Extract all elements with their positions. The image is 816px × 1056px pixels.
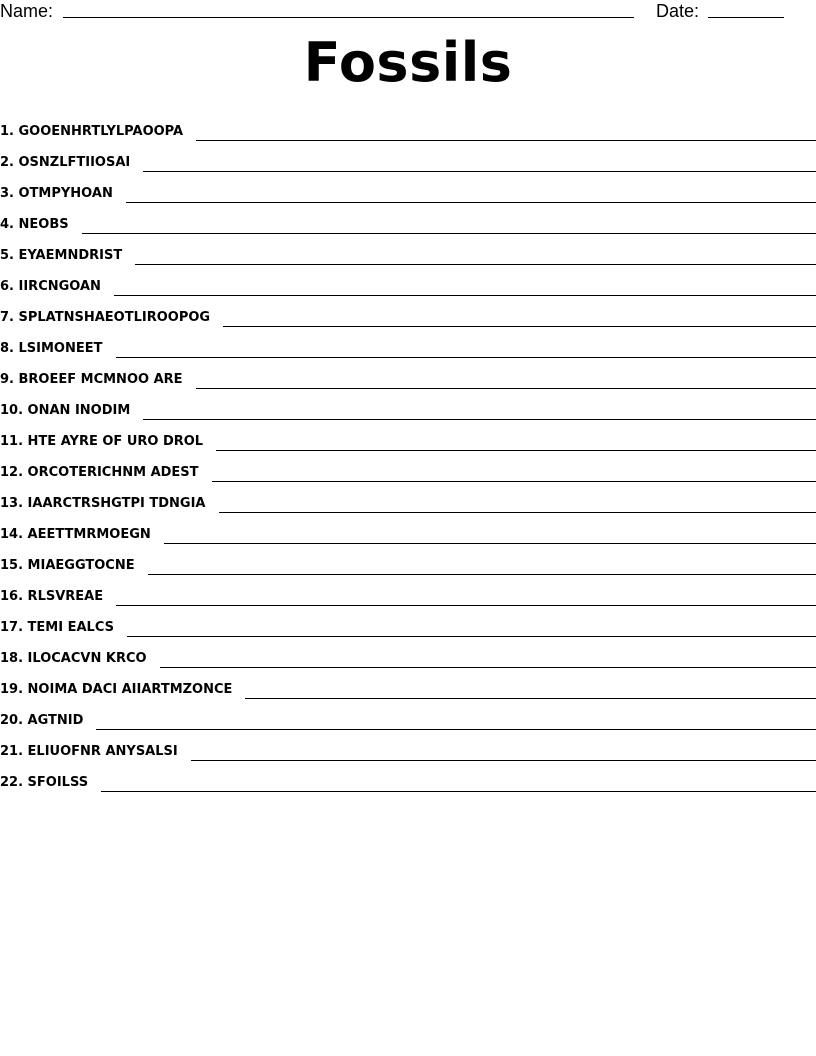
list-item — [0, 328, 816, 359]
scrambled-word: 22. SFOILSS — [0, 775, 89, 790]
list-item — [0, 638, 816, 669]
name-answer-line — [63, 17, 634, 18]
answer-line — [114, 295, 816, 296]
scrambled-word: 16. RLSVREAE — [0, 589, 104, 604]
scrambled-word: 4. NEOBS — [0, 217, 69, 232]
scrambled-word: 8. LSIMONEET — [0, 341, 103, 356]
scrambled-word: 21. ELIUOFNR ANYSALSI — [0, 744, 178, 759]
header-row — [0, 0, 816, 22]
list-item — [0, 762, 816, 793]
list-item — [0, 390, 816, 421]
scrambled-word: 20. AGTNID — [0, 713, 84, 728]
list-item — [0, 669, 816, 700]
scrambled-word: 13. IAARCTRSHGTPI TDNGIA — [0, 496, 206, 511]
list-item — [0, 266, 816, 297]
answer-line — [216, 450, 816, 451]
scrambled-word: 17. TEMI EALCS — [0, 620, 114, 635]
answer-line — [219, 512, 816, 513]
list-item — [0, 514, 816, 545]
answer-line — [212, 481, 816, 482]
scrambled-word: 11. HTE AYRE OF URO DROL — [0, 434, 204, 449]
answer-line — [116, 605, 816, 606]
answer-line — [82, 233, 816, 234]
name-label: Name: — [0, 1, 54, 21]
answer-line — [160, 667, 816, 668]
list-item — [0, 235, 816, 266]
scrambled-word: 3. OTMPYHOAN — [0, 186, 113, 201]
answer-line — [196, 140, 816, 141]
answer-line — [223, 326, 816, 327]
word-list — [0, 111, 816, 793]
answer-line — [191, 760, 816, 761]
answer-line — [245, 698, 816, 699]
list-item — [0, 204, 816, 235]
scrambled-word: 9. BROEEF MCMNOO ARE — [0, 372, 183, 387]
answer-line — [148, 574, 816, 575]
list-item — [0, 359, 816, 390]
answer-line — [101, 791, 816, 792]
scrambled-word: 6. IIRCNGOAN — [0, 279, 101, 294]
list-item — [0, 545, 816, 576]
scrambled-word: 19. NOIMA DACI AIIARTMZONCE — [0, 682, 233, 697]
list-item — [0, 607, 816, 638]
answer-line — [143, 171, 816, 172]
scrambled-word: 14. AEETTMRMOEGN — [0, 527, 151, 542]
list-item — [0, 700, 816, 731]
date-label: Date: — [656, 1, 700, 21]
answer-line — [127, 636, 816, 637]
list-item — [0, 731, 816, 762]
list-item — [0, 483, 816, 514]
answer-line — [116, 357, 816, 358]
scrambled-word: 2. OSNZLFTIIOSAI — [0, 155, 131, 170]
answer-line — [143, 419, 816, 420]
date-answer-line — [708, 17, 784, 18]
list-item — [0, 111, 816, 142]
list-item — [0, 421, 816, 452]
scrambled-word: 1. GOOENHRTLYLPAOOPA — [0, 124, 184, 139]
answer-line — [135, 264, 816, 265]
list-item — [0, 576, 816, 607]
list-item — [0, 173, 816, 204]
scrambled-word: 18. ILOCACVN KRCO — [0, 651, 147, 666]
answer-line — [196, 388, 816, 389]
page-title: Fossils — [303, 31, 513, 94]
answer-line — [96, 729, 816, 730]
scrambled-word: 12. ORCOTERICHNM ADEST — [0, 465, 199, 480]
scrambled-word: 10. ONAN INODIM — [0, 403, 131, 418]
scrambled-word: 7. SPLATNSHAEOTLIROOPOG — [0, 310, 211, 325]
list-item — [0, 297, 816, 328]
answer-line — [164, 543, 816, 544]
scrambled-word: 5. EYAEMNDRIST — [0, 248, 123, 263]
scrambled-word: 15. MIAEGGTOCNE — [0, 558, 135, 573]
answer-line — [126, 202, 816, 203]
list-item — [0, 452, 816, 483]
list-item — [0, 142, 816, 173]
